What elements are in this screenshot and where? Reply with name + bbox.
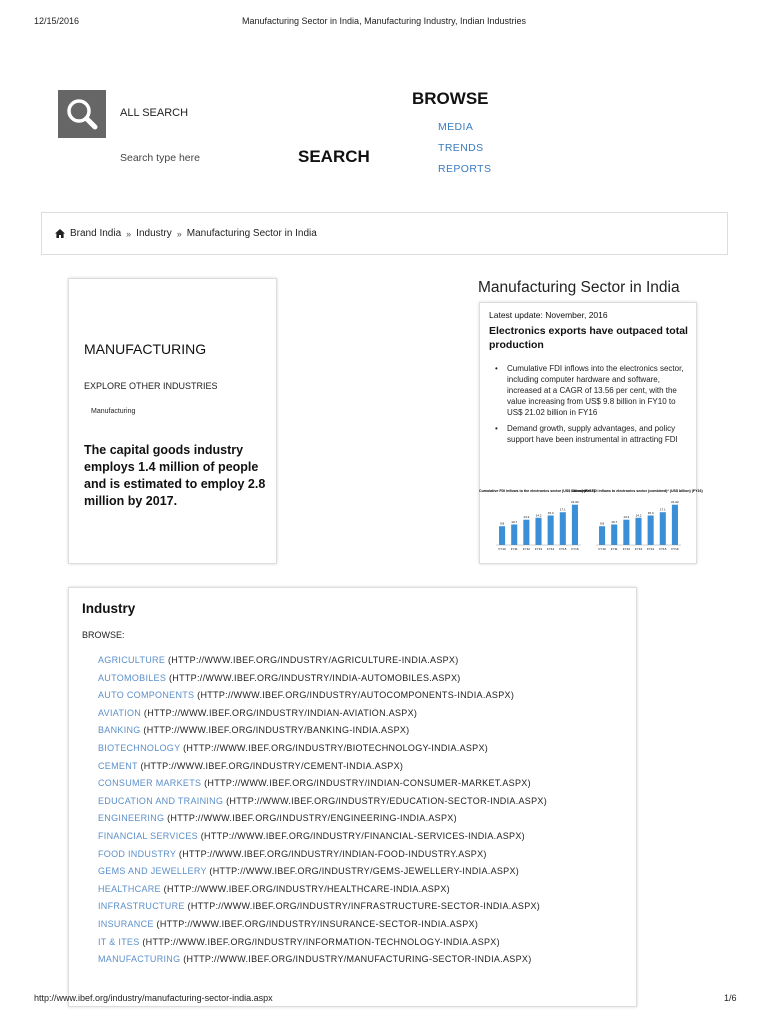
chart-bar — [511, 524, 517, 545]
breadcrumb — [41, 212, 728, 255]
breadcrumb-separator: » — [176, 228, 182, 239]
browse-heading: BROWSE — [412, 89, 489, 108]
industry-url: (HTTP://WWW.IBEF.ORG/INDUSTRY/FINANCIAL-SERVICES-INDIA.ASPX) — [200, 830, 525, 841]
industry-url: (HTTP://WWW.IBEF.ORG/INDUSTRY/HEALTHCARE-INDIA.ASPX) — [163, 883, 450, 894]
industry-link[interactable]: IT & ITES — [98, 936, 140, 947]
industry-link[interactable]: BIOTECHNOLOGY — [98, 742, 181, 753]
chart-tick-label: FY16 — [571, 547, 579, 551]
industry-url: (HTTP://WWW.IBEF.ORG/INDUSTRY/CEMENT-INDIA.ASPX) — [140, 760, 404, 771]
list-item[interactable] — [98, 673, 547, 691]
print-title: Manufacturing Sector in India, Manufacturing Industry, Indian Industries — [242, 16, 526, 26]
chart-value-label: 17.1 — [559, 507, 566, 512]
all-search-label[interactable]: ALL SEARCH — [120, 107, 189, 119]
list-item[interactable] — [98, 813, 547, 831]
industry-fact: The capital goods industry employs 1.4 million of people and is estimated to employ 2.8 million by 2017. — [84, 443, 266, 508]
industry-link[interactable]: INFRASTRUCTURE — [98, 901, 185, 912]
search-icon — [64, 96, 100, 132]
chart-tick-label: FY16 — [671, 547, 679, 551]
breadcrumb-industry[interactable]: Industry — [136, 228, 172, 239]
industry-link[interactable]: ENGINEERING — [98, 813, 165, 824]
industry-url: (HTTP://WWW.IBEF.ORG/INDUSTRY/INDIA-AUTOMOBILES.ASPX) — [168, 672, 461, 683]
fdi-headline: Electronics exports have outpaced total production — [489, 325, 688, 351]
list-item[interactable] — [98, 708, 547, 726]
chart-tick-label: FY11 — [610, 547, 618, 551]
industry-list — [98, 655, 547, 972]
industry-url: (HTTP://WWW.IBEF.ORG/INDUSTRY/BANKING-INDIA.ASPX) — [143, 725, 410, 736]
chart-bar — [535, 518, 541, 545]
explore-industries-label: EXPLORE OTHER INDUSTRIES — [84, 381, 218, 391]
chart-value-label: 21.02 — [571, 500, 579, 505]
industry-link[interactable]: AUTOMOBILES — [98, 672, 167, 683]
chart-tick-label: FY10 — [498, 547, 506, 551]
industry-link[interactable]: BANKING — [98, 725, 141, 736]
chart-value-label: 9.8 — [499, 521, 505, 526]
chart-bar — [599, 526, 605, 545]
print-page-number: 1/6 — [724, 993, 737, 1003]
list-item[interactable] — [98, 690, 547, 708]
chart-tick-label: FY12 — [522, 547, 530, 551]
latest-update: Latest update: November, 2016 — [489, 310, 608, 320]
industry-link[interactable]: FOOD INDUSTRY — [98, 848, 177, 859]
print-url: http://www.ibef.org/industry/manufacturing-sector-india.aspx — [34, 993, 273, 1003]
industry-link[interactable]: HEALTHCARE — [98, 883, 161, 894]
industry-url: (HTTP://WWW.IBEF.ORG/INDUSTRY/INFRASTRUCTURE-SECTOR-INDIA.ASPX) — [187, 901, 541, 912]
chart-bar — [572, 505, 578, 545]
chart-title: Cumulative FDI inflows to the electronics sector (US$ billion) (FY16) — [478, 489, 596, 493]
chart-tick-label: FY11 — [510, 547, 518, 551]
chart-tick-label: FY14 — [547, 547, 555, 551]
industry-link[interactable]: AUTO COMPONENTS — [98, 690, 195, 701]
chart-value-label: 14.2 — [635, 513, 642, 518]
search-button[interactable] — [58, 90, 106, 138]
industry-url: (HTTP://WWW.IBEF.ORG/INDUSTRY/GEMS-JEWELLERY-INDIA.ASPX) — [209, 866, 520, 877]
industry-url: (HTTP://WWW.IBEF.ORG/INDUSTRY/ENGINEERING-INDIA.ASPX) — [167, 813, 457, 824]
industry-card — [68, 587, 637, 1007]
fdi-card — [478, 302, 703, 564]
manufacturing-title: MANUFACTURING — [84, 341, 207, 357]
fdi-chart-1 — [478, 487, 596, 562]
industry-url: (HTTP://WWW.IBEF.ORG/INDUSTRY/INSURANCE-SECTOR-INDIA.ASPX) — [156, 918, 479, 929]
list-item[interactable] — [98, 725, 547, 743]
chart-tick-label: FY14 — [647, 547, 655, 551]
chart-tick-label: FY10 — [598, 547, 606, 551]
list-item[interactable] — [98, 743, 547, 761]
chart-bar — [635, 518, 641, 545]
chart-tick-label: FY15 — [559, 547, 567, 551]
chart-value-label: 17.1 — [659, 507, 666, 512]
search-heading[interactable]: SEARCH — [298, 147, 370, 166]
chart-bar — [548, 515, 554, 545]
search-input[interactable]: Search type here — [120, 152, 200, 164]
industry-link[interactable]: CEMENT — [98, 760, 138, 771]
chart-title: Cumulative FDI inflows to electronics sector (combined)* (US$ billion) (FY16) — [571, 489, 703, 493]
industry-url: (HTTP://WWW.IBEF.ORG/INDUSTRY/AUTOCOMPONENTS-INDIA.ASPX) — [197, 690, 515, 701]
industry-url: (HTTP://WWW.IBEF.ORG/INDUSTRY/INDIAN-FOOD-INDUSTRY.ASPX) — [178, 848, 487, 859]
chart-tick-label: FY15 — [659, 547, 667, 551]
browse-link-trends[interactable]: TRENDS — [438, 142, 484, 154]
browse-link-reports[interactable]: REPORTS — [438, 163, 492, 175]
chart-bar — [672, 505, 678, 545]
list-item[interactable] — [98, 831, 547, 849]
chart-tick-label: FY12 — [622, 547, 630, 551]
chart-value-label: 9.8 — [599, 521, 605, 526]
industry-link[interactable]: AGRICULTURE — [98, 655, 166, 665]
industry-url: (HTTP://WWW.IBEF.ORG/INDUSTRY/BIOTECHNOLOGY-INDIA.ASPX) — [183, 742, 489, 753]
industry-link[interactable]: AVIATION — [98, 707, 142, 718]
industry-url: (HTTP://WWW.IBEF.ORG/INDUSTRY/EDUCATION-SECTOR-INDIA.ASPX) — [226, 795, 548, 806]
chart-value-label: 15.4 — [547, 510, 554, 515]
industry-url: (HTTP://WWW.IBEF.ORG/INDUSTRY/INDIAN-AVIATION.ASPX) — [143, 707, 418, 718]
list-item[interactable] — [98, 655, 547, 673]
fdi-bullet: • Cumulative FDI inflows into the electronics sector, including computer hardware and software, increased at a CAGR of 13.56 per cent, with the value increasing from US$ 9.8 billion in FY10 to US$ 21.02 billion in FY16 — [495, 363, 690, 418]
industry-link[interactable]: FINANCIAL SERVICES — [98, 830, 198, 841]
fdi-chart-2 — [571, 487, 703, 562]
list-item[interactable] — [98, 901, 547, 919]
industry-url: (HTTP://WWW.IBEF.ORG/INDUSTRY/AGRICULTURE-INDIA.ASPX) — [167, 655, 459, 665]
chart-bar — [523, 520, 529, 545]
home-icon[interactable] — [55, 229, 65, 238]
industry-title: Industry — [82, 601, 136, 616]
list-item[interactable] — [98, 796, 547, 814]
browse-link-media[interactable]: MEDIA — [438, 121, 474, 133]
industry-browse-label: BROWSE: — [82, 630, 125, 640]
chart-bar — [611, 524, 617, 545]
list-item[interactable] — [98, 778, 547, 796]
list-item[interactable] — [98, 954, 547, 972]
industry-link[interactable]: INSURANCE — [98, 918, 154, 929]
list-item[interactable] — [98, 761, 547, 779]
breadcrumb-current: Manufacturing Sector in India — [186, 228, 317, 239]
chart-bar — [560, 512, 566, 545]
chart-value-label: 13.2 — [523, 515, 530, 520]
list-item[interactable] — [98, 937, 547, 955]
list-item[interactable] — [98, 849, 547, 867]
chart-value-label: 14.2 — [535, 513, 542, 518]
chart-value-label: 15.4 — [647, 510, 654, 515]
list-item[interactable] — [98, 884, 547, 902]
breadcrumb-separator: » — [126, 228, 132, 239]
industry-url: (HTTP://WWW.IBEF.ORG/INDUSTRY/MANUFACTURING-SECTOR-INDIA.ASPX) — [183, 954, 532, 965]
industry-link[interactable]: EDUCATION AND TRAINING — [98, 795, 224, 806]
print-date: 12/15/2016 — [34, 16, 80, 26]
chart-value-label: 10.7 — [511, 519, 518, 524]
industry-url: (HTTP://WWW.IBEF.ORG/INDUSTRY/INFORMATION-TECHNOLOGY-INDIA.ASPX) — [142, 936, 500, 947]
chart-tick-label: FY13 — [534, 547, 543, 551]
fdi-bullet: • Demand growth, supply advantages, and policy support have been instrumental in attracting FDI — [495, 423, 690, 445]
chart-tick-label: FY13 — [634, 547, 643, 551]
chart-bar — [623, 520, 629, 545]
manufacturing-card — [68, 278, 277, 564]
list-item[interactable] — [98, 919, 547, 937]
industry-url: (HTTP://WWW.IBEF.ORG/INDUSTRY/INDIAN-CONSUMER-MARKET.ASPX) — [204, 778, 531, 789]
breadcrumb-brand-india[interactable]: Brand India — [70, 228, 122, 239]
fdi-bullets — [495, 363, 690, 450]
chart-bar — [648, 515, 654, 545]
industry-select[interactable]: Manufacturing — [91, 408, 136, 415]
industry-link[interactable]: GEMS AND JEWELLERY — [98, 866, 207, 877]
industry-link[interactable]: CONSUMER MARKETS — [98, 778, 202, 789]
list-item[interactable] — [98, 866, 547, 884]
chart-bar — [499, 526, 505, 545]
chart-bar — [660, 512, 666, 545]
chart-value-label: 21.02 — [671, 500, 679, 505]
chart-value-label: 13.2 — [623, 515, 630, 520]
sector-heading: Manufacturing Sector in India — [478, 279, 680, 296]
industry-link[interactable]: MANUFACTURING — [98, 954, 181, 965]
chart-value-label: 10.7 — [611, 519, 618, 524]
